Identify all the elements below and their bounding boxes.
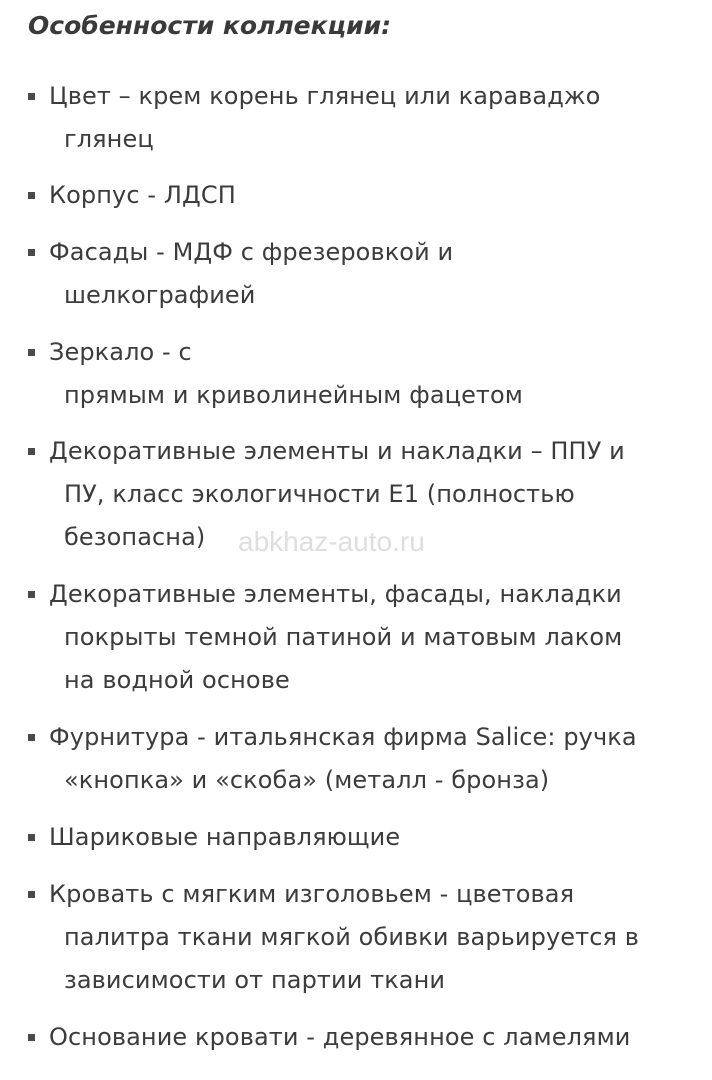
feature-line: Кровать с мягким изголовьем - цветовая [49,880,575,908]
bullet-square-icon [28,249,35,256]
bullet-square-icon [28,891,35,898]
feature-line: прямым и криволинейным фацетом [64,381,523,409]
feature-line: Декоративные элементы и накладки – ППУ и [49,437,625,465]
feature-line: покрыты темной патиной и матовым лаком [64,623,623,651]
bullet-square-icon [28,834,35,841]
feature-line: ПУ, класс экологичности Е1 (полностью [64,480,575,508]
feature-line: палитра ткани мягкой обивки варьируется в [64,923,640,951]
feature-line: Фасады - МДФ с фрезеровкой и [49,238,454,266]
feature-line: Фурнитура - итальянская фирма Salice: ручка [49,723,637,751]
collection-features-heading: Особенности коллекции: [28,11,392,40]
bullet-square-icon [28,93,35,100]
bullet-square-icon [28,591,35,598]
bullet-square-icon [28,192,35,199]
feature-line: Шариковые направляющие [49,823,401,851]
bullet-square-icon [28,349,35,356]
feature-line: безопасна) [64,523,206,551]
feature-line: Корпус - ЛДСП [49,181,236,209]
feature-line: Цвет – крем корень глянец или караваджо [49,82,601,110]
feature-line: шелкографией [64,281,256,309]
bullet-square-icon [28,1034,35,1041]
feature-line: Декоративные элементы, фасады, накладки [49,580,622,608]
feature-line: зависимости от партии ткани [64,966,446,994]
feature-line: на водной основе [64,666,290,694]
bullet-square-icon [28,734,35,741]
feature-line: глянец [64,125,154,153]
site-watermark: abkhaz-auto.ru [238,526,425,557]
feature-line: «кнопка» и «скоба» (металл - бронза) [64,766,550,794]
feature-line: Зеркало - с [49,338,192,366]
feature-line: Основание кровати - деревянное с ламелями [49,1023,631,1051]
bullet-square-icon [28,448,35,455]
